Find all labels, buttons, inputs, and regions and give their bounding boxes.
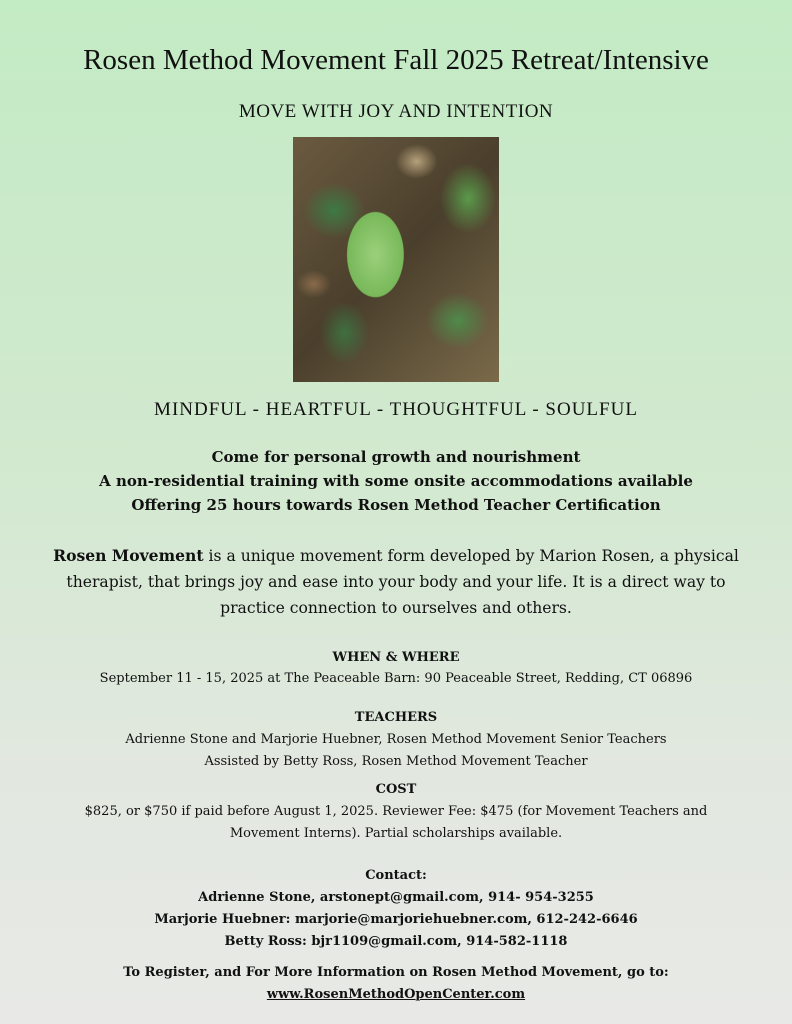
register-block	[0, 962, 792, 1006]
when-where-text: September 11 - 15, 2025 at The Peaceable Barn: 90 Peaceable Street, Redding, CT 06896	[99, 671, 693, 686]
teachers-heading: TEACHERS	[354, 710, 438, 725]
register-text: To Register, and For More Information on Rosen Method Movement, go to:	[123, 965, 669, 980]
teachers-line: Assisted by Betty Ross, Rosen Method Movement Teacher	[204, 754, 588, 769]
contact-block	[0, 865, 792, 953]
page-title: Rosen Method Movement Fall 2025 Retreat/Intensive	[83, 44, 709, 76]
contact-line: Adrienne Stone, arstonept@gmail.com, 914- 954-3255	[198, 890, 594, 905]
ivy-heart-leaf-photo	[293, 137, 499, 382]
cost-text: $825, or $750 if paid before August 1, 2025. Reviewer Fee: $475 (for Movement Teachers and Movement Interns). Partial scholarships available.	[84, 804, 708, 841]
contact-line: Marjorie Huebner: marjorie@marjoriehuebner.com, 612-242-6646	[154, 912, 638, 927]
website-link[interactable]: www.RosenMethodOpenCenter.com	[266, 987, 526, 1002]
when-where-heading: WHEN & WHERE	[332, 650, 460, 665]
contact-heading: Contact:	[365, 868, 427, 883]
contact-line: Betty Ross: bjr1109@gmail.com, 914-582-1118	[224, 934, 568, 949]
subheading-certification: Offering 25 hours towards Rosen Method Teacher Certification	[131, 496, 661, 514]
subheading-non-residential: A non-residential training with some onsite accommodations available	[99, 472, 693, 490]
subheading-growth: Come for personal growth and nourishment	[211, 448, 581, 466]
subheadings	[0, 445, 792, 517]
description-text: is a unique movement form developed by Marion Rosen, a physical therapist, that brings joy and ease into your body and your life. It is a direct way to practice connection to ourselves and others.	[66, 547, 739, 617]
description-lead: Rosen Movement	[53, 546, 204, 565]
description	[0, 543, 792, 621]
virtues-line: MINDFUL - HEARTFUL - THOUGHTFUL - SOULFUL	[154, 399, 638, 420]
teachers-line: Adrienne Stone and Marjorie Huebner, Rosen Method Movement Senior Teachers	[125, 732, 667, 747]
tagline: MOVE WITH JOY AND INTENTION	[238, 101, 554, 122]
teachers-list	[0, 729, 792, 773]
cost-heading: COST	[375, 782, 417, 797]
